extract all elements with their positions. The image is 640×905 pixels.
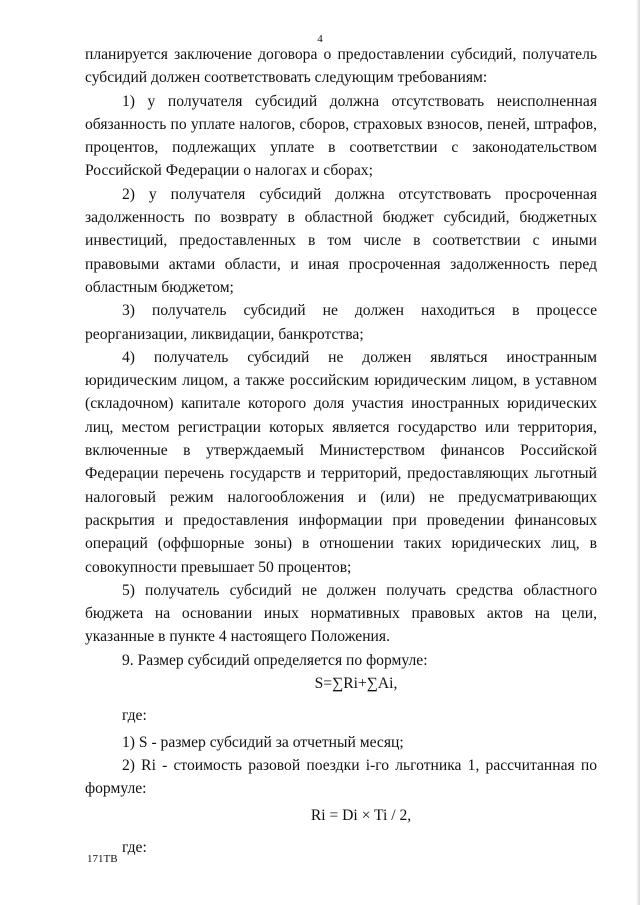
document-code: 171ТВ — [87, 853, 118, 865]
requirement-2: 2) у получателя субсидий должна отсутствовать просроченная задолженность по возврату в областной бюджет субсидий, бюджетных инвестиций, предоставленных в том числе в соответствии с иными правовыми актами области, и иная просроченная задолженность перед областным бюджетом; — [85, 185, 597, 296]
document-body — [85, 43, 597, 859]
clause-9-heading: 9. Размер субсидий определяется по формуле: — [122, 651, 428, 669]
formula-trip-cost: Ri = Di × Ti / 2, — [310, 806, 412, 824]
requirement-3: 3) получатель субсидий не должен находиться в процессе реорганизации, ликвидации, банкротства; — [85, 302, 597, 343]
requirement-4: 4) получатель субсидий не должен являться иностранным юридическим лицом, а также российским юридическим лицом, в уставном (складочном) капитале которого доля участия иностранных юридических лиц, местом регистрации которых является государство или территория, включенные в утверждаемый Министерством финансов Российской Федерации перечень государств и территорий, предоставляющих льготный налоговый режим налогообложения и (или) не предусматривающих раскрытия и предоставления информации при проведении финансовых операций (оффшорные зоны) в отношении таких юридических лиц, в совокупности превышает 50 процентов; — [85, 348, 597, 576]
requirement-5: 5) получатель субсидий не должен получать средства областного бюджета на основании иных нормативных правовых актов на цели, указанные в пункте 4 настоящего Положения. — [85, 581, 597, 646]
definition-ri: 2) Ri - стоимость разовой поездки i-го льготника 1, рассчитанная по формуле: — [85, 756, 597, 798]
where-label-1: где: — [122, 707, 147, 725]
requirement-1: 1) у получателя субсидий должна отсутствовать неисполненная обязанность по уплате налогов, сборов, страховых взносов, пеней, штрафов, процентов, подлежащих уплате в соответствии с законодательством Российской Федерации о налогах и сборах; — [85, 92, 597, 180]
where-label-2: где: — [122, 838, 147, 856]
paragraph-intro: планируется заключение договора о предоставлении субсидий, получатель субсидий должен соответствовать следующим требованиям: — [85, 46, 597, 87]
page-number: 4 — [317, 33, 323, 45]
definition-s: 1) S - размер субсидий за отчетный месяц; — [122, 733, 404, 751]
scan-edge-shadow — [636, 0, 640, 905]
formula-subsidy-total: S=∑Ri+∑Ai, — [314, 675, 398, 693]
